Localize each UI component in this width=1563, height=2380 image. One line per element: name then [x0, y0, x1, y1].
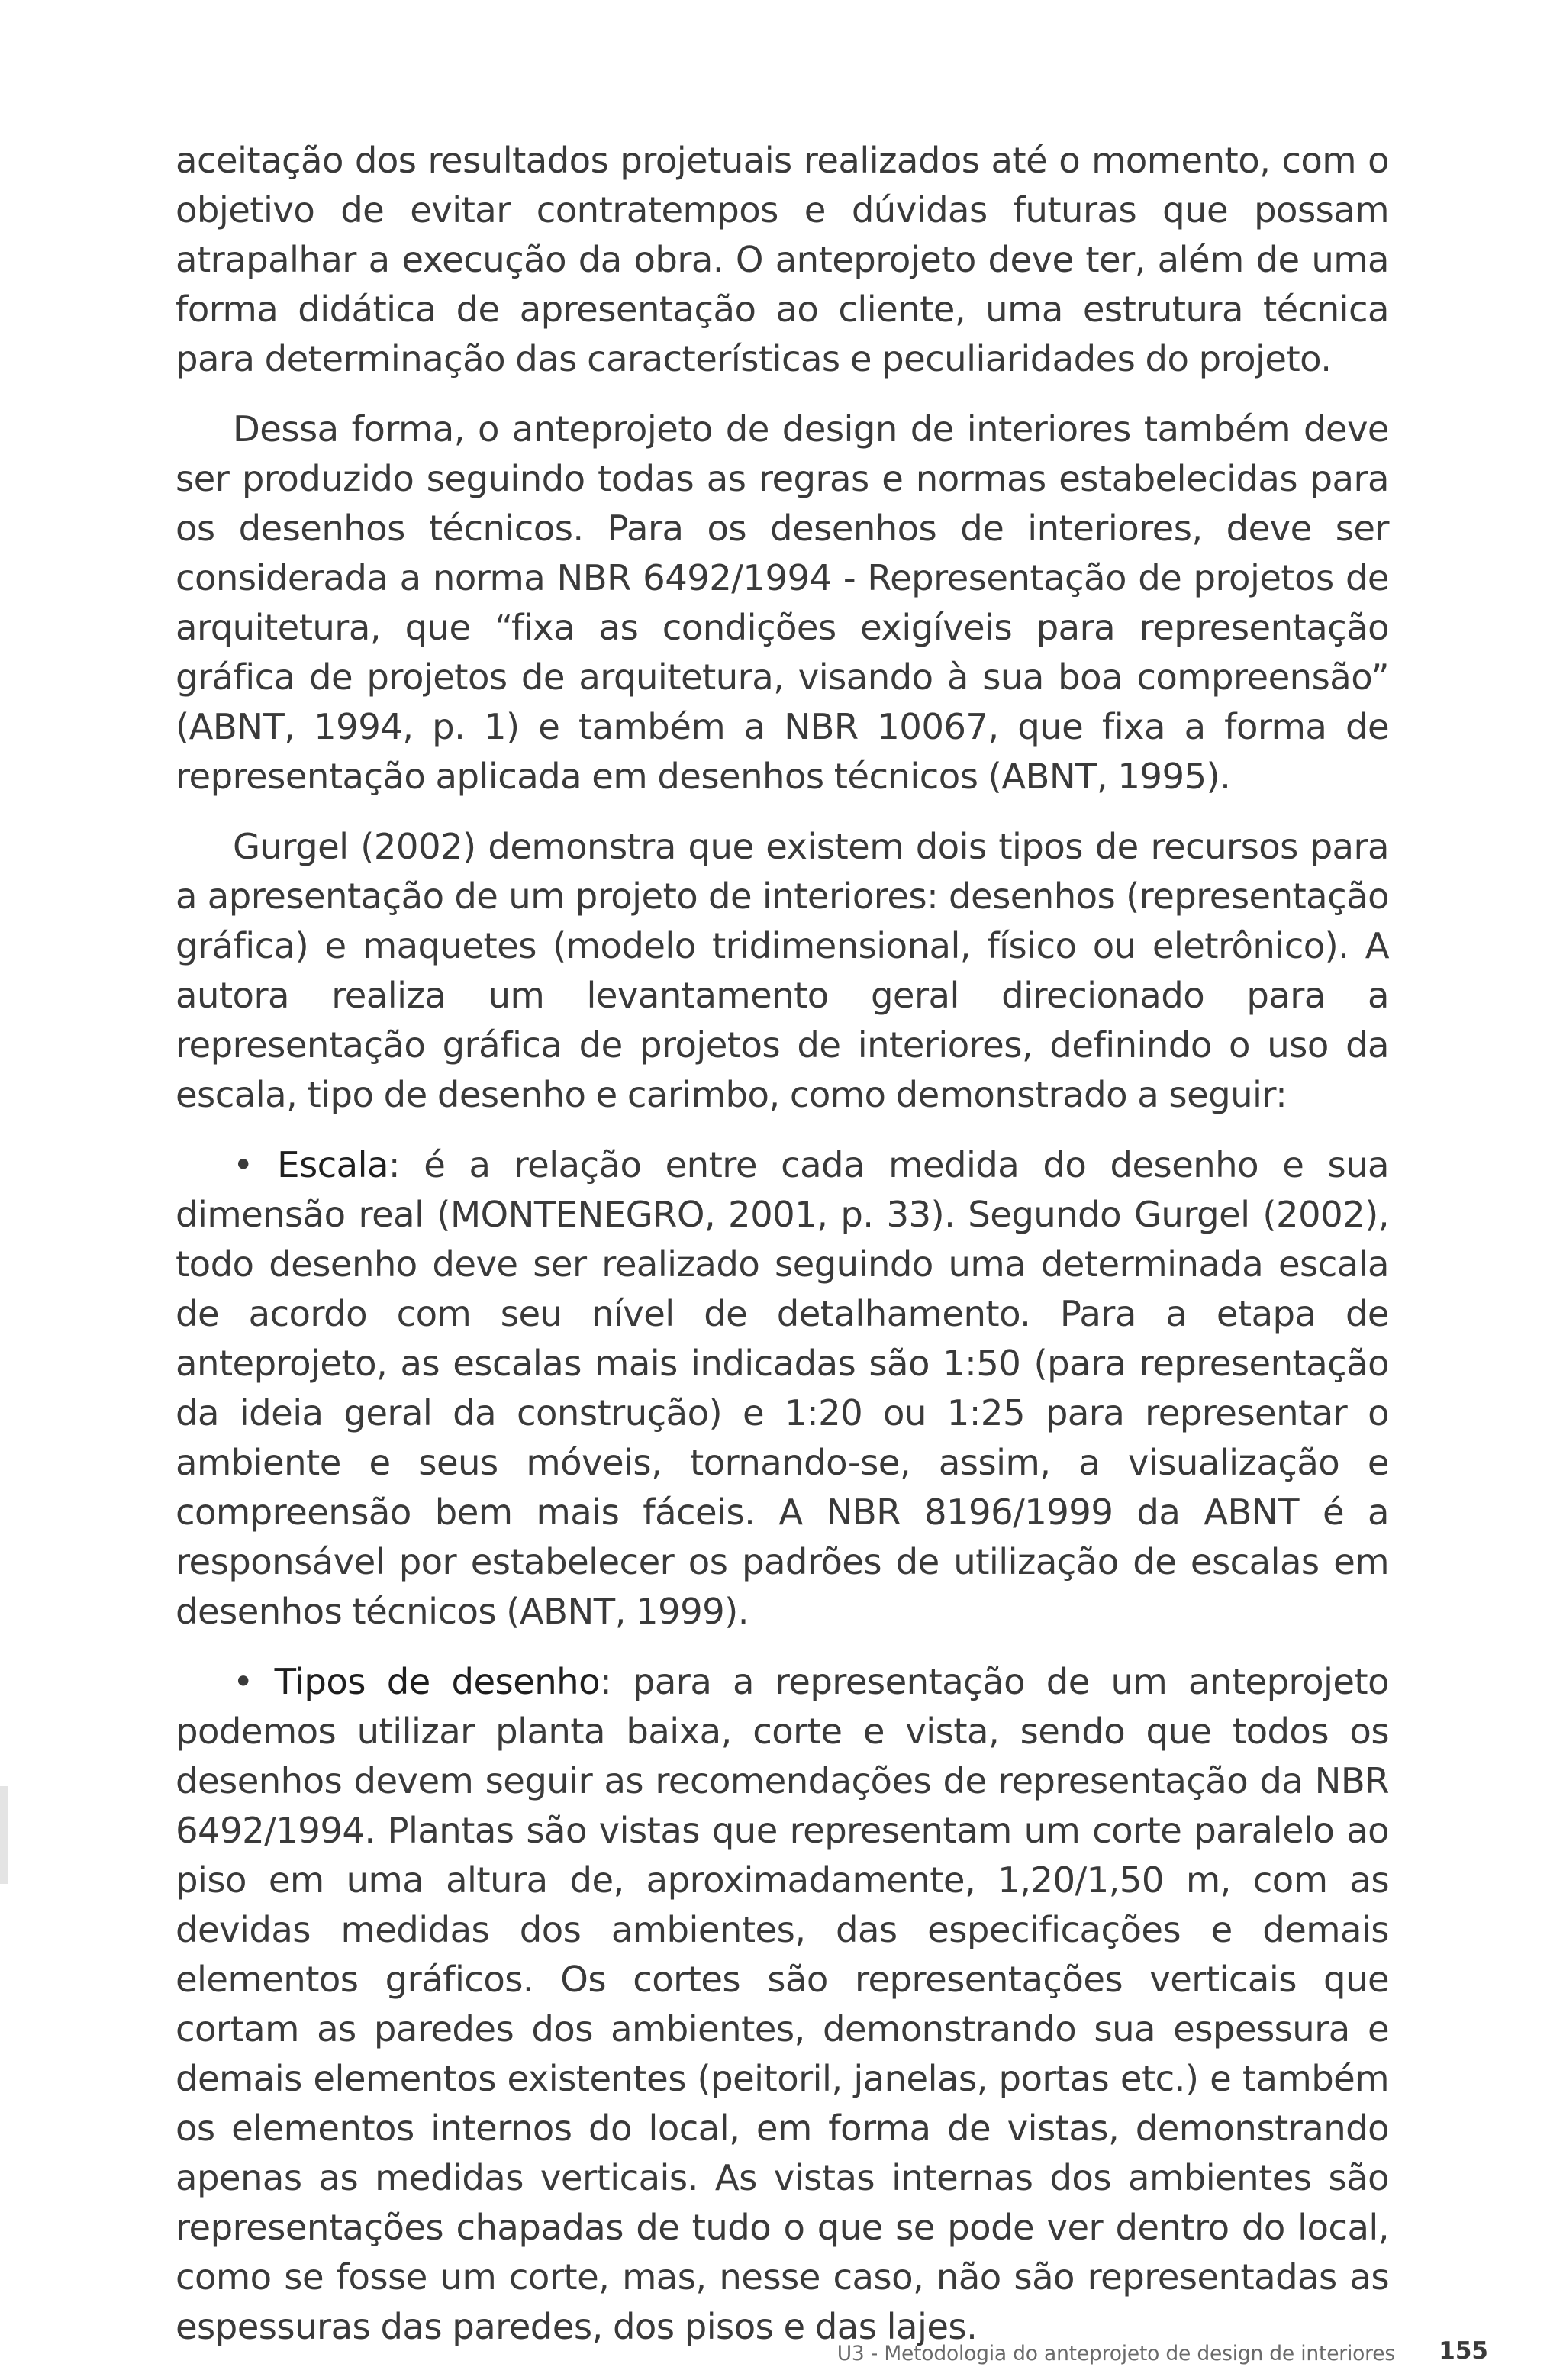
bullet-text-escala: : é a relação entre cada medida do desenho e sua dimensão real (MONTENEGRO, 2001, p. 33). Segundo Gurgel (2002), todo desenho deve ser realizado seguindo uma determinada escala de acordo com seu nível de detalhamento. Para a etapa de anteprojeto, as escalas mais indicadas são 1:50 (para representação da ideia geral da construção) e 1:20 ou 1:25 para representar o ambiente e seus móveis, tornando-se, assim, a visualização e compreensão bem mais fáceis. A NBR 8196/1999 da ABNT é a responsável por estabelecer os padrões de utilização de escalas em desenhos técnicos (ABNT, 1999).: [176, 1144, 1390, 1632]
bullet-escala: [176, 1140, 1389, 1637]
paragraph-normas: Dessa forma, o anteprojeto de design de interiores também deve ser produzido seguindo todas as regras e normas estabelecidas para os desenhos técnicos. Para os desenhos de interiores, deve ser considerada a norma NBR 6492/1994 - Representação de projetos de arquitetura, que “fixa as condições exigíveis para representação gráfica de projetos de arquitetura, visando à sua boa compreensão” (ABNT, 1994, p. 1) e também a NBR 10067, que fixa a forma de representação aplicada em desenhos técnicos (ABNT, 1995).: [176, 408, 1389, 797]
bullet-marker: •: [233, 1144, 253, 1185]
page-edge-marker: [0, 1786, 8, 1884]
page-number: 155: [1439, 2337, 1488, 2365]
bullet-marker: •: [233, 1661, 253, 1702]
page-footer: [0, 2337, 1563, 2380]
bullet-term-tipos-de-desenho: Tipos de desenho: [274, 1661, 600, 1702]
paragraph-gurgel: Gurgel (2002) demonstra que existem dois tipos de recursos para a apresentação de um projeto de interiores: desenhos (representação gráfica) e maquetes (modelo tridimensional, físico ou eletrônico). A autora realiza um levantamento geral direcionado para a representação gráfica de projetos de interiores, definindo o uso da escala, tipo de desenho e carimbo, como demonstrado a seguir:: [176, 826, 1389, 1115]
bullet-term-escala: Escala: [277, 1144, 388, 1185]
paragraph-continuation: aceitação dos resultados projetuais realizados até o momento, com o objetivo de evitar contratempos e dúvidas futuras que possam atrapalhar a execução da obra. O anteprojeto deve ter, além de uma forma didática de apresentação ao cliente, uma estrutura técnica para determinação das características e peculiaridades do projeto.: [176, 140, 1389, 379]
page-body: [176, 136, 1389, 2372]
footer-chapter-title: U3 - Metodologia do anteprojeto de design de interiores: [836, 2342, 1395, 2365]
bullet-text-tipos-de-desenho: : para a representação de um anteprojeto podemos utilizar planta baixa, corte e vista, sendo que todos os desenhos devem seguir as recomendações de representação da NBR 6492/1994. Plantas são vistas que representam um corte paralelo ao piso em uma altura de, aproximadamente, 1,20/1,50 m, com as devidas medidas dos ambientes, das especificações e demais elementos gráficos. Os cortes são representações verticais que cortam as paredes dos ambientes, demonstrando sua espessura e demais elementos existentes (peitoril, janelas, portas etc.) e também os elementos internos do local, em forma de vistas, demonstrando apenas as medidas verticais. As vistas internas dos ambientes são representações chapadas de tudo o que se pode ver dentro do local, como se fosse um corte, mas, nesse caso, não são representadas as espessuras das paredes, dos pisos e das lajes.: [176, 1661, 1389, 2347]
bullet-tipos-de-desenho: [176, 1657, 1389, 2352]
